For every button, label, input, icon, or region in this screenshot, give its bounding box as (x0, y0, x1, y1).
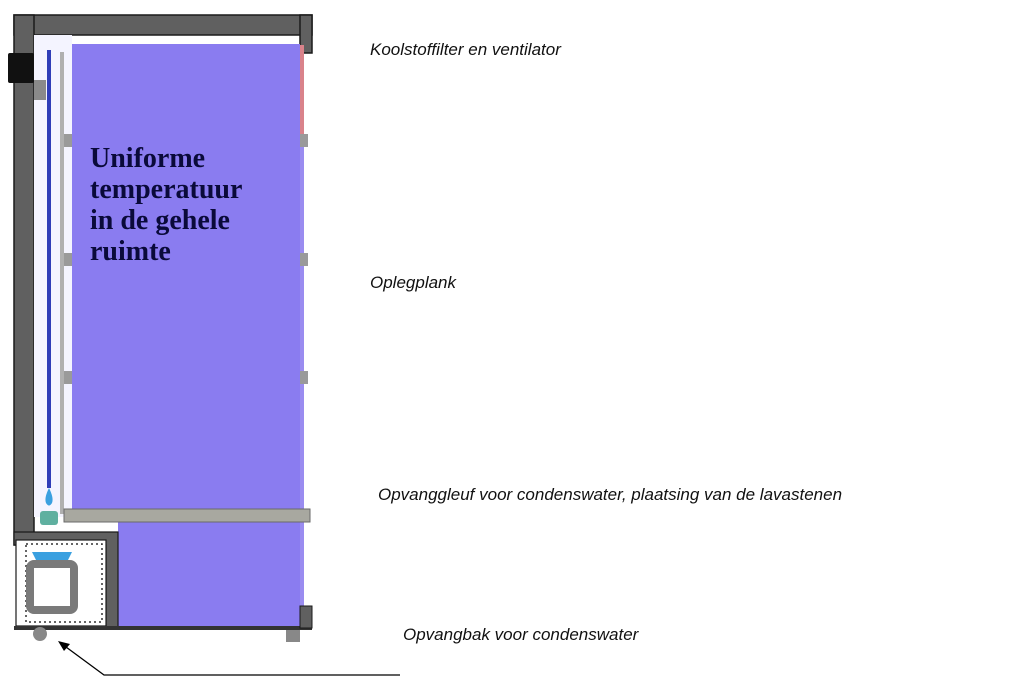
fan-connector (34, 80, 46, 100)
tray-pointer-arrow (58, 641, 70, 651)
heading-line: temperatuur (90, 174, 243, 205)
label-condensate-slot: Opvanggleuf voor condenswater, plaatsing van de lavastenen (378, 485, 843, 504)
cooling-pipe (47, 50, 51, 488)
shelf-pin (64, 371, 72, 384)
tray-pointer-line (66, 647, 400, 675)
cabinet-bottom (14, 626, 312, 630)
shelf-pin (64, 253, 72, 266)
condensate-slot-shelf (64, 509, 310, 522)
cabinet-interior (72, 44, 300, 510)
label-condensate-tray: Opvangbak voor condenswater (403, 625, 639, 644)
shelf-pin (64, 134, 72, 147)
wheel-icon (33, 627, 47, 641)
lava-stones (40, 511, 58, 525)
heading-line: in de gehele (90, 205, 230, 236)
condensate-tray (30, 564, 74, 610)
shelf-pin (300, 134, 308, 147)
return-pipe (60, 52, 64, 514)
cabinet-foot (286, 630, 300, 642)
cabinet-right-edge-top (300, 45, 304, 140)
tray-water-icon (32, 552, 72, 560)
label-shelf: Oplegplank (370, 273, 457, 292)
cabinet-lower-section (118, 522, 300, 626)
label-filter: Koolstoffilter en ventilator (370, 40, 561, 59)
heading-line: ruimte (90, 236, 171, 267)
shelf-pin (300, 371, 308, 384)
cabinet-top-frame (14, 15, 312, 35)
shelf-pin (300, 253, 308, 266)
cabinet-right-base (300, 606, 312, 628)
air-channel (34, 35, 72, 517)
cabinet-left-wall (14, 15, 34, 545)
cabinet-heading (90, 143, 242, 267)
heading-line: Uniforme (90, 143, 206, 174)
fan-icon (8, 53, 34, 83)
